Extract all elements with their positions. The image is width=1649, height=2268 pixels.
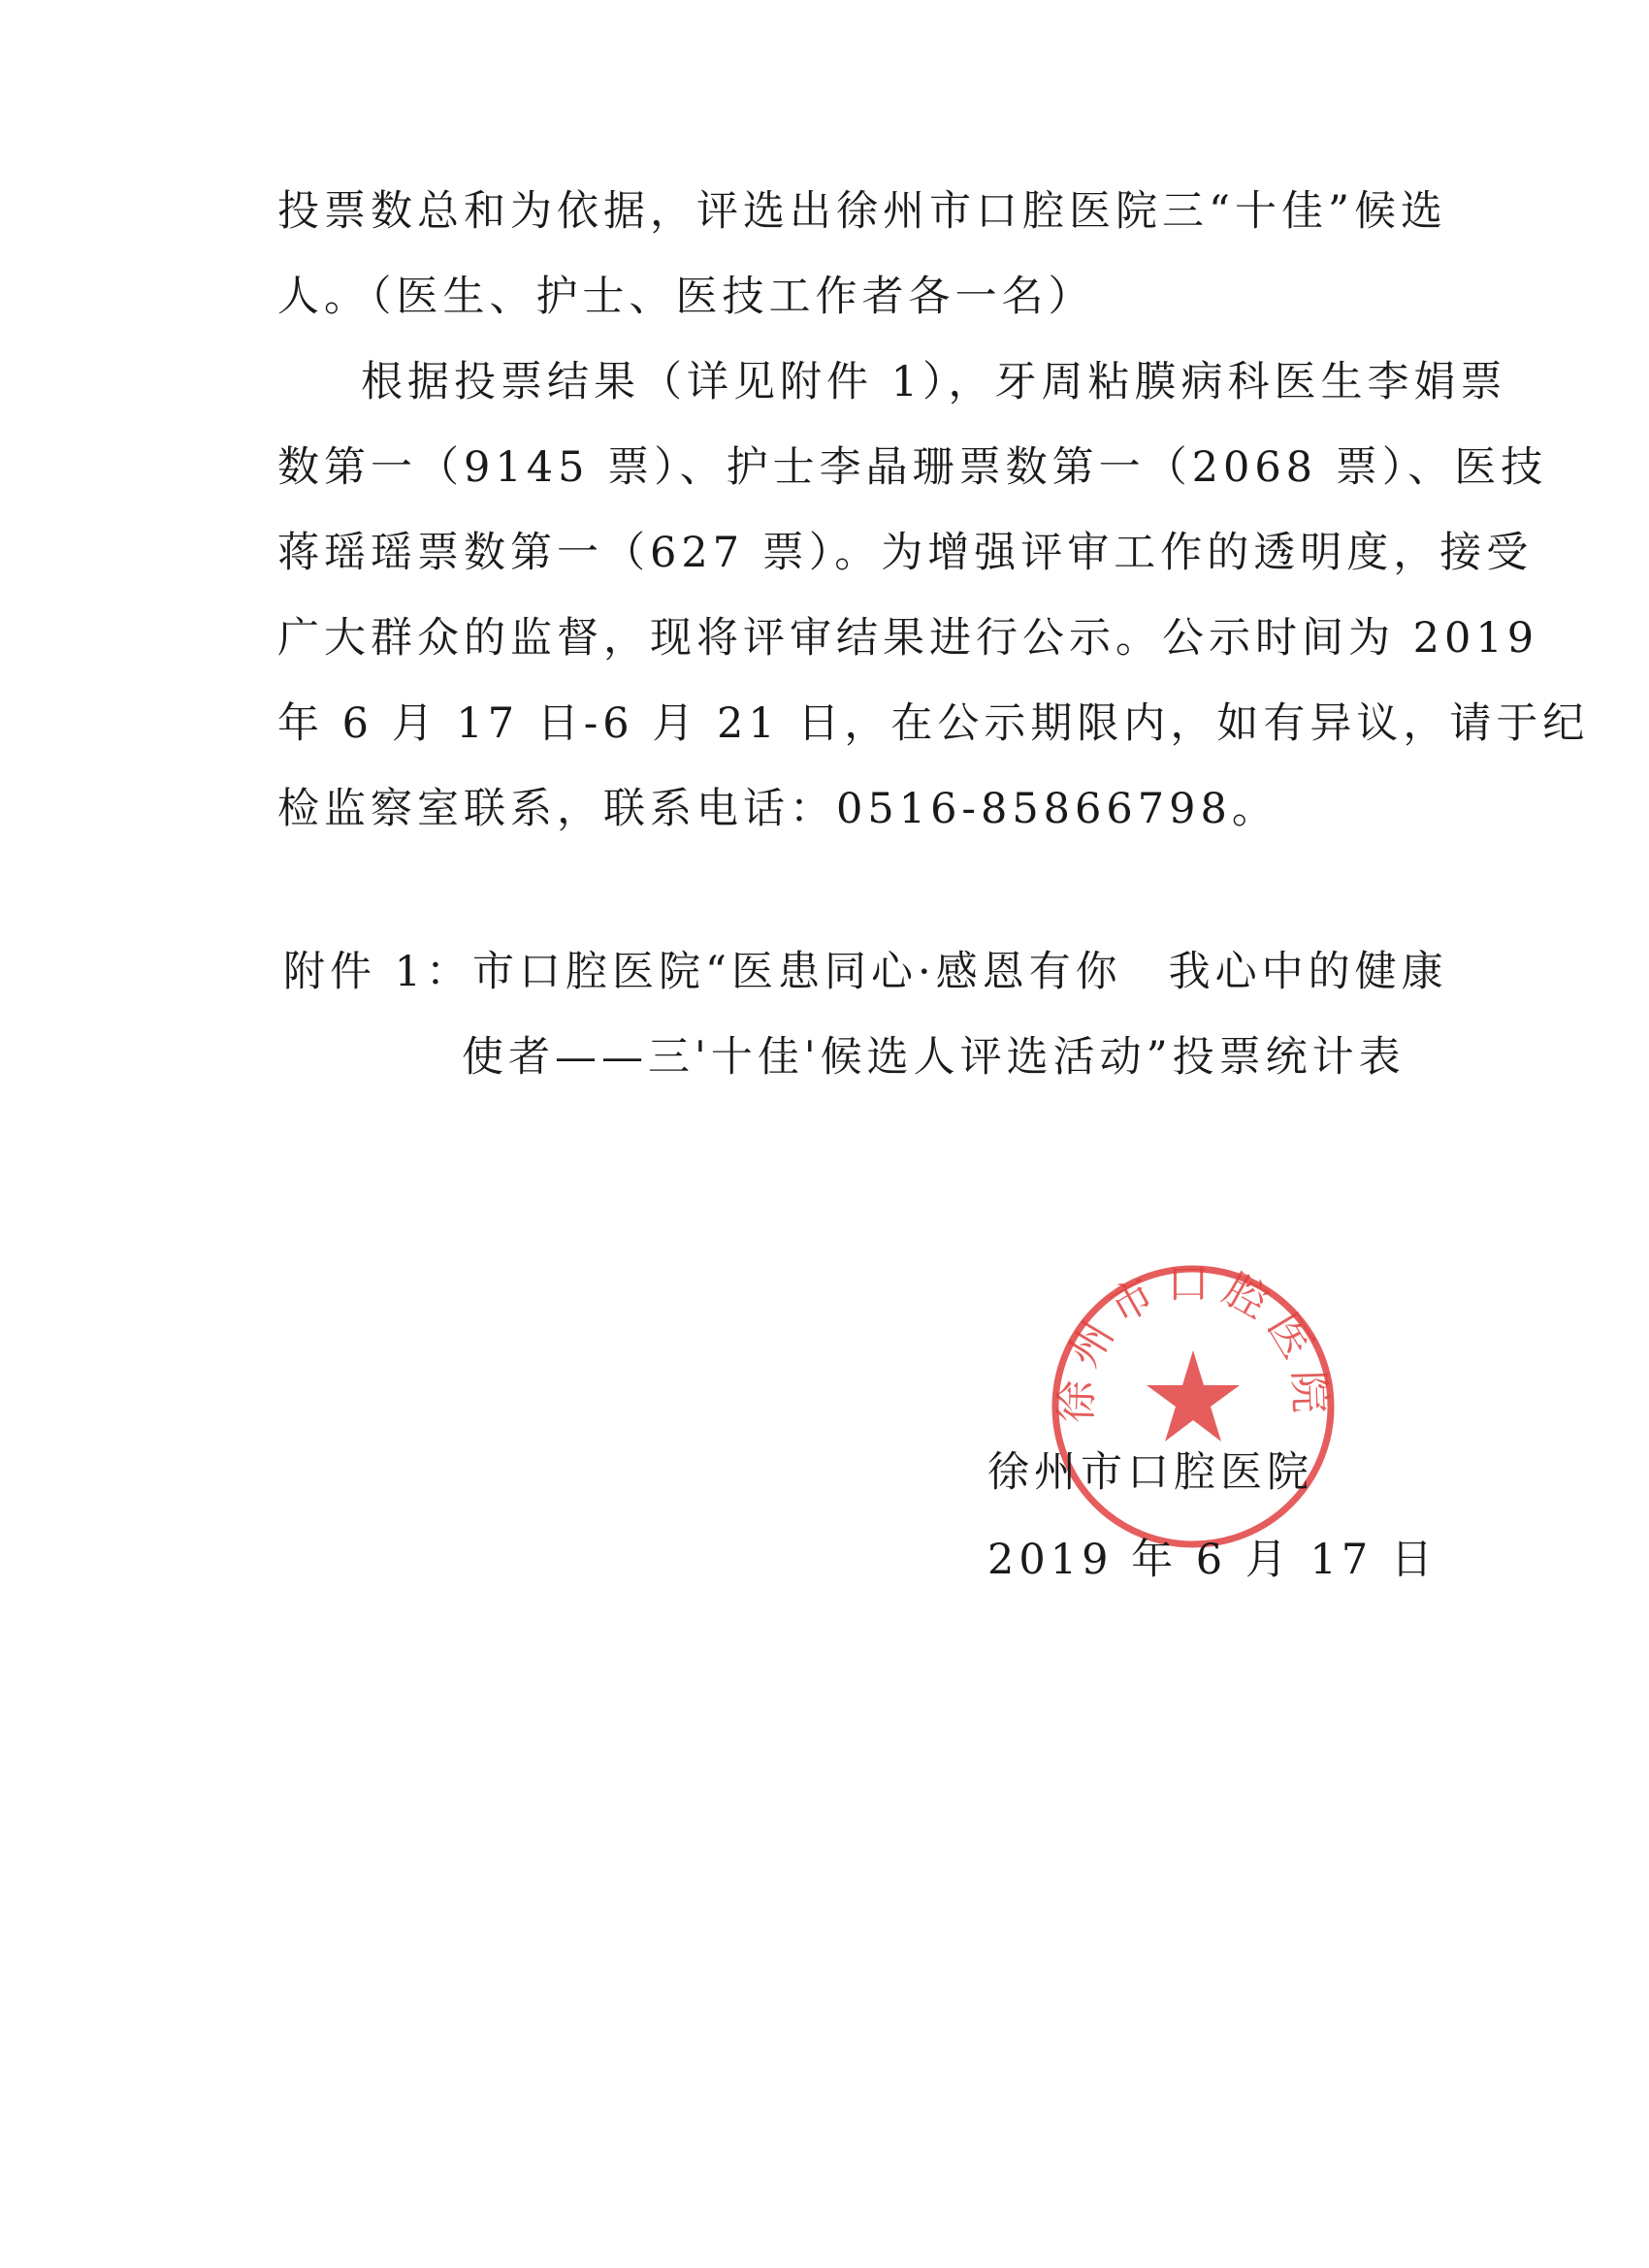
body-line-5: 蒋瑶瑶票数第一（627 票）。为增强评审工作的透明度，接受 — [277, 529, 1534, 577]
seal-text: 徐州市口腔医院 — [1051, 1261, 1335, 1424]
body-line-7: 年 6 月 17 日-6 月 21 日，在公示期限内，如有异议，请于纪 — [277, 699, 1590, 748]
body-line-6: 广大群众的监督，现将评审结果进行公示。公示时间为 2019 — [277, 614, 1539, 663]
attachment-line-2: 使者——三'十佳'候选人评选活动”投票统计表 — [462, 1033, 1406, 1082]
attachment-line-1: 附件 1：市口腔医院“医患同心·感恩有你 我心中的健康 — [283, 948, 1448, 996]
star-icon — [1147, 1350, 1240, 1442]
body-line-8: 检监察室联系，联系电话：0516-85866798。 — [277, 785, 1278, 833]
signature-organization: 徐州市口腔医院 — [987, 1448, 1313, 1497]
signature-date: 2019 年 6 月 17 日 — [987, 1536, 1438, 1584]
body-line-3: 根据投票结果（详见附件 1），牙周粘膜病科医生李娟票 — [361, 358, 1507, 406]
body-line-2: 人。（医生、护士、医技工作者各一名） — [277, 273, 1095, 321]
body-line-1: 投票数总和为依据，评选出徐州市口腔医院三“十佳”候选 — [277, 187, 1447, 236]
body-line-4: 数第一（9145 票）、护士李晶珊票数第一（2068 票）、医技 — [277, 443, 1548, 492]
official-seal — [1048, 1261, 1339, 1552]
